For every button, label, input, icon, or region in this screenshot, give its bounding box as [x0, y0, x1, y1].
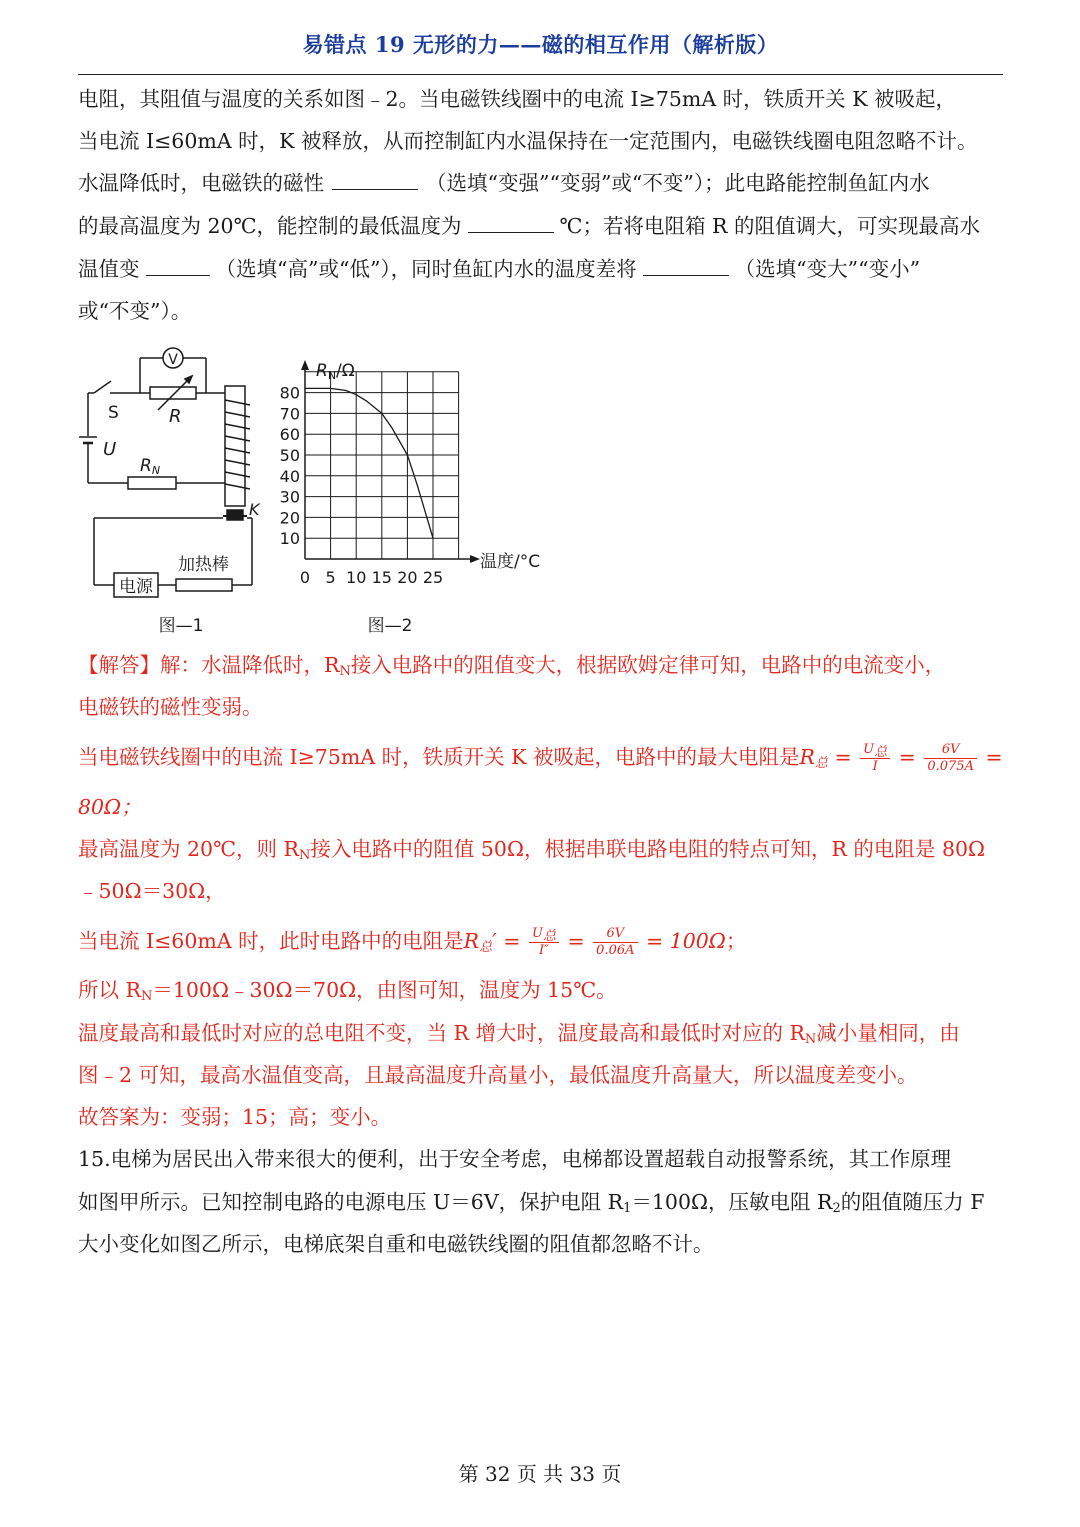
figure2-caption: 图—2	[367, 616, 413, 636]
question-line-5	[78, 254, 1006, 284]
question-text: （选填“高”或“低”），同时鱼缸内水的温度差将	[215, 257, 637, 281]
fraction-denominator: 0.075A	[927, 759, 974, 774]
y-tick-label: 40	[279, 466, 300, 486]
y-axis-arrow	[301, 360, 309, 370]
x-tick-label: 15	[371, 568, 392, 587]
chart-data-points	[304, 388, 433, 539]
y-tick-label: 20	[279, 508, 300, 528]
answer-text: 接入电路中的阻值变大，根据欧姆定律可知，电路中的电流变小，	[350, 653, 946, 677]
answer-blank-2	[468, 212, 554, 233]
formula-result: = 100Ω	[639, 929, 726, 953]
question-text: ℃；若将电阻箱 R 的阻值调大，可实现最高水	[559, 214, 980, 238]
fraction-numerator: $U_总$	[860, 742, 890, 759]
question-text: （选填“变强”“变弱”或“不变”）；此电路能控制鱼缸内水	[426, 171, 930, 195]
question-line-3	[78, 168, 1006, 198]
answer-line-11: 故答案为：变弱；15；高；变小。	[78, 1105, 392, 1129]
subscript: N	[339, 664, 351, 679]
fraction-denominator: I″	[538, 943, 549, 958]
resistor-RN-label: RN	[140, 456, 161, 477]
subscript: 1	[623, 1201, 632, 1216]
header-title: 易错点 19 无形的力——磁的相互作用（解析版）	[302, 32, 779, 57]
resistance-temperature-chart	[280, 360, 540, 636]
rheostat-R-label: R	[169, 406, 182, 427]
figures-svg	[78, 338, 578, 643]
formula-operator: =	[978, 745, 1003, 769]
question15-line-3: 大小变化如图乙所示，电梯底架自重和电磁铁线圈的阻值都忽略不计。	[78, 1232, 714, 1256]
chart-ticks	[280, 384, 444, 587]
switch-S-label: S	[108, 403, 119, 423]
battery-U-label: U	[103, 439, 117, 460]
power-source-label: 电源	[119, 577, 153, 597]
chart-series-line	[305, 388, 433, 538]
heater-label: 加热棒	[178, 555, 229, 575]
question15-line-2	[78, 1187, 1006, 1217]
formula-operator: =	[560, 929, 592, 953]
answer-text: 所以 R	[78, 978, 141, 1002]
answer-line-7	[78, 926, 1006, 959]
chart-data-point	[330, 388, 331, 389]
fraction-u-over-i	[860, 742, 890, 775]
y-tick-label: 10	[279, 529, 300, 549]
formula-operator: =	[892, 745, 923, 769]
chart-data-point	[356, 394, 357, 395]
y-tick-label: 50	[279, 446, 300, 465]
answer-line-3	[78, 742, 1006, 775]
answer-text: 温度最高和最低时对应的总电阻不变，当 R 增大时，温度最高和最低时对应的 R	[78, 1021, 805, 1045]
x-tick-label: 20	[397, 568, 418, 587]
question-text: ＝100Ω，压敏电阻 R	[631, 1190, 833, 1214]
answer-text: 接入电路中的阻值 50Ω，根据串联电路电阻的特点可知，R 的电阻是 80Ω	[310, 837, 986, 861]
question-line-6: 或“不变”）。	[78, 299, 192, 323]
answer-line-2: 电磁铁的磁性变弱。	[78, 695, 263, 719]
answer-blank-4	[643, 255, 729, 276]
question-text: 如图甲所示。已知控制电路的电源电压 U＝6V，保护电阻 R	[78, 1190, 624, 1214]
question-text: 的最高温度为 20℃，能控制的最低温度为	[78, 214, 462, 238]
answer-line-6: ﹣50Ω＝30Ω，	[78, 879, 226, 903]
figures	[78, 338, 578, 643]
fraction-numerator: 6V	[593, 926, 637, 943]
subscript: N	[299, 848, 311, 863]
answer-blank-3	[146, 255, 210, 276]
y-axis-label: RN/Ω	[316, 361, 355, 382]
chart-data-point	[304, 388, 305, 389]
formula-symbol: R	[799, 745, 815, 769]
chart-data-point	[432, 538, 433, 539]
fraction-numerator: 6V	[924, 742, 977, 759]
answer-text: 当电磁铁线圈中的电流 I≥75mA 时，铁质开关 K 被吸起，电路中的最大电阻是	[78, 745, 800, 769]
chart-data-point	[417, 486, 418, 487]
answer-text: ；	[725, 929, 747, 953]
question-text: （选填“变大”“变小”	[734, 257, 921, 281]
fraction-u-over-i2	[529, 926, 559, 959]
fraction-denominator: 0.06A	[596, 943, 635, 958]
question-text: 温值变	[78, 257, 140, 281]
figure1-caption: 图—1	[158, 616, 204, 636]
switch-S	[94, 381, 111, 393]
rheostat-R	[150, 387, 196, 399]
x-tick-label: 0	[299, 568, 311, 587]
question15-line-1: 15.电梯为居民出入带来很大的便利，出于安全考虑，电梯都设置超载自动报警系统，其工作原理	[78, 1147, 952, 1171]
answer-blank-1	[332, 169, 418, 190]
formula-operator: ′ =	[492, 929, 527, 953]
chart-data-point	[407, 454, 408, 455]
answer-text: 【解答】解：水温降低时，R	[78, 653, 340, 677]
answer-line-5	[78, 834, 1006, 864]
resistor-RN	[128, 477, 176, 489]
chart-data-point	[345, 390, 346, 391]
y-tick-label: 70	[279, 404, 300, 424]
subscript: N	[804, 1032, 817, 1047]
chart-data-point	[391, 427, 392, 428]
electromagnet-coil	[225, 400, 250, 489]
switch-K-label: K	[249, 500, 260, 519]
x-axis-label: 温度/°C	[480, 552, 541, 572]
question-text: 水温降低时，电磁铁的磁性	[78, 171, 324, 195]
answer-text: 当电流 I≤60mA 时，此时电路中的电阻是	[78, 929, 464, 953]
voltmeter-label: V	[168, 352, 178, 368]
fraction-6v-over-006a	[593, 926, 637, 959]
answer-text: ＝100Ω﹣30Ω＝70Ω，由图可知，温度为 15℃。	[152, 978, 617, 1002]
chart-grid	[305, 372, 459, 559]
x-tick-label: 5	[325, 568, 336, 587]
answer-line-9	[78, 1018, 1006, 1048]
question-text: 的阻值随压力 F	[840, 1190, 985, 1214]
y-tick-label: 60	[279, 425, 300, 445]
fraction-denominator: I	[872, 759, 878, 774]
y-tick-label: 80	[279, 383, 300, 403]
subscript: 总	[479, 940, 493, 955]
question-line-1: 电阻，其阻值与温度的关系如图﹣2。当电磁铁线圈中的电流 I≥75mA 时，铁质开关 K 被吸起，	[78, 87, 957, 111]
heater-resistor	[176, 579, 232, 591]
page-header	[78, 30, 1003, 75]
circuit-labels	[103, 352, 261, 636]
subscript: 总	[814, 756, 828, 771]
x-tick-label: 10	[346, 568, 367, 587]
formula-symbol: R	[463, 929, 480, 953]
fraction-numerator: $U_总$	[529, 926, 559, 943]
answer-line-10: 图﹣2 可知，最高水温值变高，且最高温度升高量小，最低温度升高量大，所以温度差变小。	[78, 1063, 918, 1087]
x-tick-label: 25	[422, 568, 444, 587]
answer-line-8	[78, 975, 1006, 1005]
question-line-2: 当电流 I≤60mA 时，K 被释放，从而控制缸内水温保持在一定范围内，电磁铁线圈电阻忽略不计。	[78, 129, 978, 153]
subscript: N	[140, 989, 153, 1004]
subscript: 2	[832, 1201, 841, 1216]
answer-text: 最高温度为 20℃，则 R	[78, 837, 299, 861]
formula-operator: =	[827, 745, 859, 769]
chart-data-point	[381, 413, 382, 414]
chart-data-point	[366, 400, 367, 401]
answer-line-1	[78, 650, 1006, 680]
fraction-6v-over-0075a	[924, 742, 977, 775]
y-tick-label: 30	[279, 487, 300, 507]
x-axis-arrow	[470, 555, 480, 563]
page-footer: 第 32 页 共 33 页	[458, 1462, 622, 1486]
answer-text: 减小量相同，由	[816, 1021, 960, 1045]
question-line-4	[78, 211, 1006, 241]
answer-line-4: 80Ω；	[78, 795, 142, 819]
